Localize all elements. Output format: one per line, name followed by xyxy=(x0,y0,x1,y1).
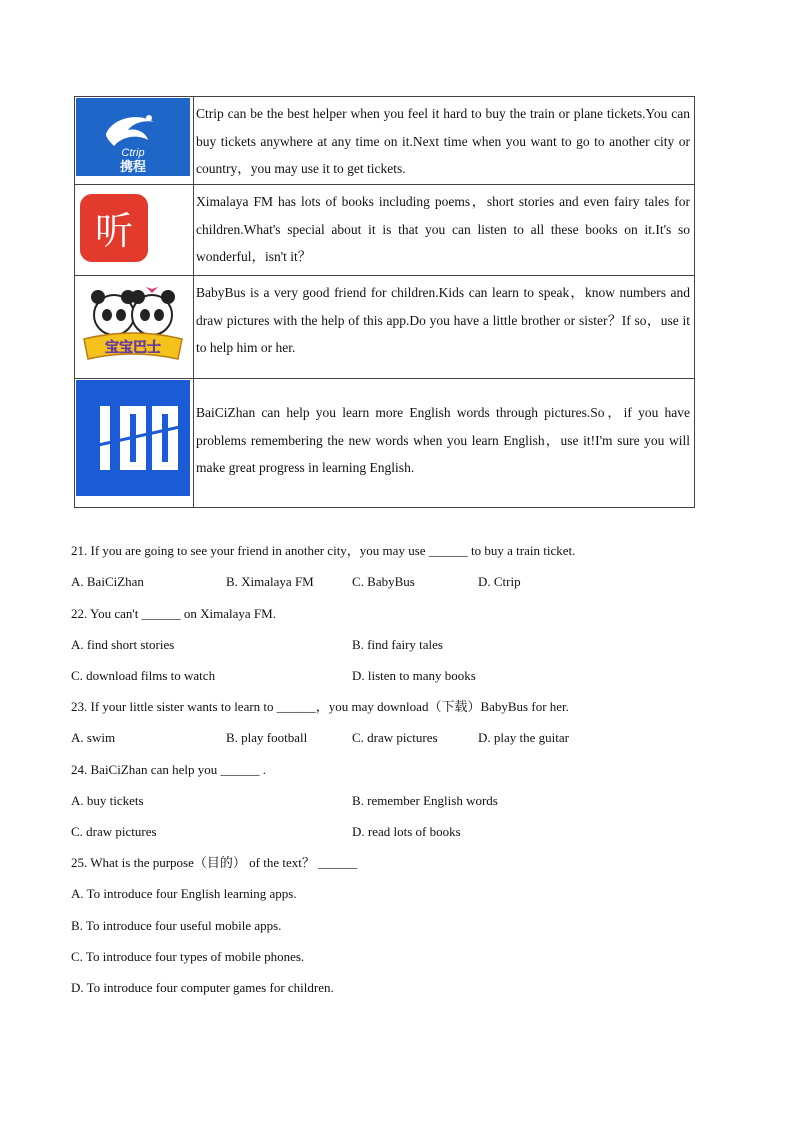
babybus-logo-cn: 宝宝巴士 xyxy=(105,340,161,356)
question-21: 21. If you are going to see your friend in another city，you may use ______ to buy a train ticket. xyxy=(71,543,576,558)
table-row xyxy=(75,185,695,276)
ctrip-logo-text: Ctrip xyxy=(121,147,145,159)
logo-cell xyxy=(75,97,194,185)
q25-option-d[interactable]: D. To introduce four computer games for children. xyxy=(71,980,334,995)
q25-option-b[interactable]: B. To introduce four useful mobile apps. xyxy=(71,918,282,933)
q22-option-b[interactable]: B. find fairy tales xyxy=(352,637,443,652)
ctrip-dolphin-icon xyxy=(76,98,190,176)
q23-option-c[interactable]: C. draw pictures xyxy=(352,730,438,745)
q23-option-a[interactable]: A. swim xyxy=(71,730,116,745)
babybus-description: BabyBus is a very good friend for children.Kids can learn to speak，know numbers and draw pictures with the help of this app.Do you have a little brother or sister？If so，use it to help him or her. xyxy=(194,276,695,379)
table-row xyxy=(75,276,695,379)
q24-option-d[interactable]: D. read lots of books xyxy=(352,824,461,839)
q24-option-c[interactable]: C. draw pictures xyxy=(71,824,157,839)
ximalaya-listen-icon xyxy=(76,190,156,270)
q21-option-c[interactable]: C. BabyBus xyxy=(352,574,415,589)
q22-option-c[interactable]: C. download films to watch xyxy=(71,668,216,683)
logo-cell xyxy=(75,185,194,276)
q23-option-b[interactable]: B. play football xyxy=(226,730,308,745)
ctrip-description: Ctrip can be the best helper when you feel it hard to buy the train or plane tickets.You can buy tickets anywhere at any time on it.Next time when you want to go to another city or country，you may use it to get tickets. xyxy=(194,97,695,185)
q21-option-d[interactable]: D. Ctrip xyxy=(478,574,521,589)
q21-option-a[interactable]: A. BaiCiZhan xyxy=(71,574,144,589)
table-row xyxy=(75,97,695,185)
q22-option-a[interactable]: A. find short stories xyxy=(71,637,175,652)
baicizhan-100-icon xyxy=(76,380,190,496)
ctrip-logo-cn: 携程 xyxy=(119,160,147,175)
q24-option-a[interactable]: A. buy tickets xyxy=(71,793,144,808)
q23-option-d[interactable]: D. play the guitar xyxy=(478,730,569,745)
q25-option-a[interactable]: A. To introduce four English learning apps. xyxy=(71,886,297,901)
logo-cell xyxy=(75,276,194,379)
table-row xyxy=(75,379,695,508)
question-22: 22. You can't ______ on Ximalaya FM. xyxy=(71,606,276,621)
q21-option-b[interactable]: B. Ximalaya FM xyxy=(226,574,314,589)
question-24: 24. BaiCiZhan can help you ______ . xyxy=(71,762,266,777)
ximalaya-description: Ximalaya FM has lots of books including poems，short stories and even fairy tales for children.What's special about it is that you can listen to all these books on it.It's so wonderful，isn't it？ xyxy=(194,185,695,276)
ximalaya-logo-cn: 听 xyxy=(94,209,134,253)
q25-option-c[interactable]: C. To introduce four types of mobile phones. xyxy=(71,949,305,964)
question-23: 23. If your little sister wants to learn to ______，you may download（下载）BabyBus for her. xyxy=(71,699,569,714)
babybus-panda-icon xyxy=(76,277,190,373)
q22-option-d[interactable]: D. listen to many books xyxy=(352,668,476,683)
logo-cell xyxy=(75,379,194,508)
q24-option-b[interactable]: B. remember English words xyxy=(352,793,498,808)
baicizhan-description: BaiCiZhan can help you learn more English words through pictures.So，if you have problems remembering the new words when you learn English，use it!I'm sure you will make great progress in learning English. xyxy=(194,379,695,508)
apps-table xyxy=(74,96,695,508)
question-25: 25. What is the purpose（目的） of the text？ ______ xyxy=(71,855,358,870)
